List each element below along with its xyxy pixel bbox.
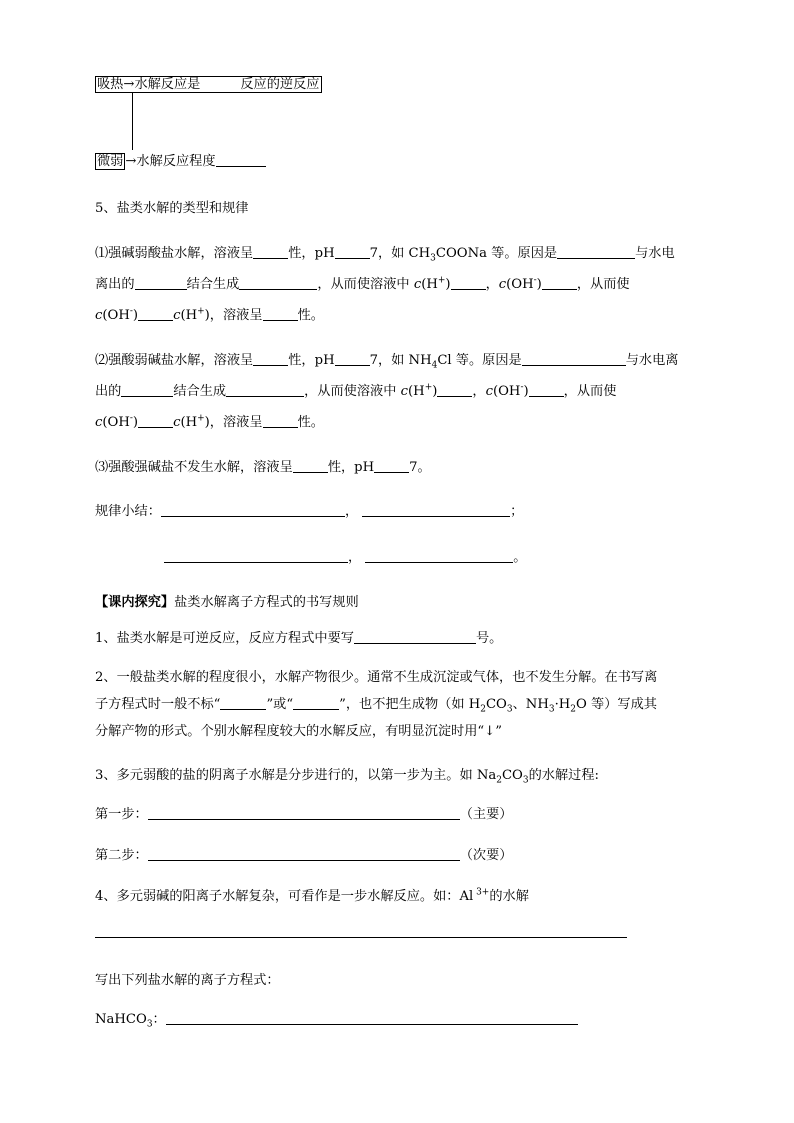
- superscript: +: [424, 382, 433, 393]
- step-note: （次要）: [459, 848, 513, 863]
- summary-line2: [164, 546, 526, 565]
- blank[interactable]: [135, 276, 187, 290]
- p2-line3: [95, 411, 324, 430]
- text: 的水解过程:: [528, 768, 599, 783]
- write-instruction: 写出下列盐水解的离子方程式：: [95, 973, 280, 988]
- text: 4、多元弱碱的阳离子水解复杂，可看作是一步水解反应。如：Al: [95, 889, 474, 904]
- subscript: 3: [522, 775, 529, 786]
- c-symbol: c: [95, 415, 103, 430]
- text: 7。: [409, 460, 431, 475]
- rule-1: [95, 627, 502, 646]
- blank[interactable]: [542, 276, 577, 290]
- text: ，从而使: [563, 384, 617, 399]
- blank[interactable]: [335, 245, 370, 259]
- blank[interactable]: [263, 307, 298, 321]
- superscript: -: [520, 382, 524, 393]
- text: 性，pH: [288, 353, 335, 368]
- arrow: →: [123, 77, 135, 92]
- text: 离出的: [95, 277, 135, 292]
- text: 。: [513, 550, 527, 565]
- diagram-box: [95, 76, 322, 93]
- section-5-heading: 5、盐类水解的类型和规律: [95, 201, 249, 216]
- text: ，: [344, 504, 359, 519]
- text: 性。: [297, 308, 324, 323]
- text: )，溶液呈: [204, 308, 263, 323]
- explore-tag: 【课内探究】: [95, 595, 175, 610]
- summary-blank-3[interactable]: [164, 549, 348, 563]
- blank[interactable]: [529, 383, 564, 397]
- blank[interactable]: [138, 307, 173, 321]
- blank[interactable]: [437, 383, 472, 397]
- text: 子方程式时一般不标“: [95, 697, 221, 712]
- text: (H: [421, 277, 438, 292]
- c-symbol: c: [173, 415, 181, 430]
- text: (H: [408, 384, 425, 399]
- blank[interactable]: [121, 383, 173, 397]
- blank[interactable]: [451, 276, 486, 290]
- text: (H: [180, 308, 198, 323]
- rule-2-line3: 分解产物的形式。个别水解程度较大的水解反应，有明显沉淀时用“↓”: [95, 724, 502, 739]
- p1-line1: [95, 242, 675, 264]
- text: 7，如 NH: [369, 353, 432, 368]
- subscript: 2: [480, 704, 486, 715]
- superscript: -: [129, 306, 133, 317]
- text: Cl 等。原因是: [437, 353, 522, 368]
- text: ): [132, 415, 139, 430]
- explore-title: 盐类水解离子方程式的书写规则: [174, 595, 359, 610]
- text: 号。: [475, 631, 503, 646]
- step-1-blank[interactable]: [148, 806, 460, 820]
- c-symbol: c: [498, 277, 507, 292]
- hydrolysis-is-label: 水解反应是: [134, 77, 201, 92]
- blank[interactable]: [253, 245, 288, 259]
- text: 结合生成: [173, 384, 227, 399]
- text: ⑴强碱弱酸盐水解，溶液呈: [95, 246, 254, 261]
- blank[interactable]: [293, 459, 328, 473]
- superscript: +: [197, 413, 205, 424]
- text: ，: [485, 277, 499, 292]
- text: 7，如 CH: [369, 246, 431, 261]
- rule-3: [95, 764, 599, 786]
- text: O 等）写成其: [576, 697, 657, 712]
- hydrolysis-diagram-bottom: [95, 150, 266, 169]
- blank[interactable]: [293, 696, 339, 710]
- rule-2-line2: [95, 693, 657, 715]
- text: COONa 等。原因是: [435, 246, 558, 261]
- p3-line: [95, 456, 431, 475]
- subscript: 2: [570, 704, 577, 715]
- blank[interactable]: [374, 459, 409, 473]
- text: 与水电: [635, 246, 675, 261]
- subscript: 3: [548, 704, 555, 715]
- al-hydrolysis-answer-line[interactable]: [95, 937, 627, 938]
- text: 3、多元弱酸的盐的阴离子水解是分步进行的，以第一步为主。如 Na: [95, 768, 497, 783]
- step-1: [95, 803, 513, 822]
- superscript: +: [197, 306, 205, 317]
- superscript: 3+: [473, 887, 490, 898]
- c-symbol: c: [95, 308, 103, 323]
- text: ⑵强酸弱碱盐水解，溶液呈: [95, 353, 254, 368]
- text: 结合生成: [186, 277, 240, 292]
- reverse-reaction-label: 反应的逆反应: [240, 77, 320, 92]
- text: (OH: [492, 384, 521, 399]
- text: 出的: [95, 384, 122, 399]
- text: ”，也不把生成物（如 H: [339, 697, 481, 712]
- text: 的水解: [489, 889, 529, 904]
- step-label: 第一步：: [95, 807, 148, 822]
- text: (H: [180, 415, 198, 430]
- heat-absorb-label: 吸热: [97, 77, 124, 92]
- explore-heading: [95, 591, 359, 610]
- blank[interactable]: [354, 630, 476, 644]
- text: 性，pH: [327, 460, 375, 475]
- text: 1、盐类水解是可逆反应，反应方程式中要写: [95, 631, 354, 646]
- summary-line1: [95, 500, 523, 519]
- text: ：: [152, 1012, 166, 1027]
- rule-2-line1: 2、一般盐类水解的程度很小，水解产物很少。通常不生成沉淀或气体，也不发生分解。在书写离: [95, 670, 658, 685]
- text: 、NH: [512, 697, 549, 712]
- nahco3-line: [95, 1008, 578, 1030]
- summary-blank-1[interactable]: [161, 503, 345, 517]
- text: (OH: [506, 277, 534, 292]
- text: ；: [510, 504, 524, 519]
- text: NaHCO: [95, 1012, 147, 1027]
- diagram-connector: [132, 92, 133, 150]
- subscript: 3: [430, 253, 436, 264]
- p2-line2: [95, 380, 616, 399]
- text: ，从而使溶液中: [317, 277, 414, 292]
- text: ): [432, 384, 438, 399]
- text: 性，pH: [288, 246, 335, 261]
- step-2: [95, 844, 513, 863]
- text: ): [523, 384, 529, 399]
- superscript: -: [533, 275, 537, 286]
- summary-blank-4[interactable]: [365, 549, 513, 563]
- p1-line2: [95, 273, 630, 292]
- subscript: 3: [146, 1019, 153, 1030]
- text: ，: [348, 550, 362, 565]
- weak-label: 微弱: [97, 154, 124, 169]
- c-symbol: c: [485, 384, 493, 399]
- text: ): [132, 308, 139, 323]
- summary-label: 规律小结：: [95, 504, 161, 519]
- text: 与水电离: [625, 353, 679, 368]
- text: (OH: [102, 415, 130, 430]
- degree-label: →水解反应程度: [125, 154, 216, 169]
- p1-line3: [95, 304, 324, 323]
- subscript: 3: [506, 704, 513, 715]
- c-symbol: c: [413, 277, 422, 292]
- blank[interactable]: [263, 414, 298, 428]
- degree-blank[interactable]: [216, 153, 266, 167]
- blank[interactable]: [226, 383, 304, 397]
- blank[interactable]: [522, 352, 626, 366]
- summary-blank-2[interactable]: [362, 503, 510, 517]
- text: 性。: [297, 415, 324, 430]
- text: ·H: [554, 697, 571, 712]
- step-label: 第二步：: [95, 848, 148, 863]
- blank[interactable]: [239, 276, 317, 290]
- text: ⑶强酸强碱盐不发生水解，溶液呈: [95, 460, 293, 475]
- c-symbol: c: [400, 384, 409, 399]
- step-note: （主要）: [459, 807, 513, 822]
- text: CO: [501, 768, 523, 783]
- rule-4: [95, 885, 529, 904]
- blank[interactable]: [253, 352, 288, 366]
- blank[interactable]: [138, 414, 173, 428]
- nahco3-blank[interactable]: [166, 1011, 578, 1025]
- text: (OH: [102, 308, 130, 323]
- blank[interactable]: [557, 245, 635, 259]
- superscript: +: [437, 275, 446, 286]
- blank[interactable]: [335, 352, 370, 366]
- step-2-blank[interactable]: [148, 847, 460, 861]
- text: ): [445, 277, 451, 292]
- text: CO: [485, 697, 507, 712]
- text: ”或“: [266, 697, 294, 712]
- p2-line1: [95, 349, 679, 371]
- c-symbol: c: [173, 308, 181, 323]
- text: )，溶液呈: [204, 415, 263, 430]
- subscript: 2: [496, 775, 502, 786]
- text: ，: [472, 384, 486, 399]
- text: ，从而使: [576, 277, 630, 292]
- subscript: 4: [431, 360, 438, 371]
- text: ，从而使溶液中: [304, 384, 401, 399]
- hydrolysis-diagram-top: [95, 73, 322, 92]
- blank[interactable]: [220, 696, 266, 710]
- text: ): [536, 277, 542, 292]
- superscript: -: [129, 413, 133, 424]
